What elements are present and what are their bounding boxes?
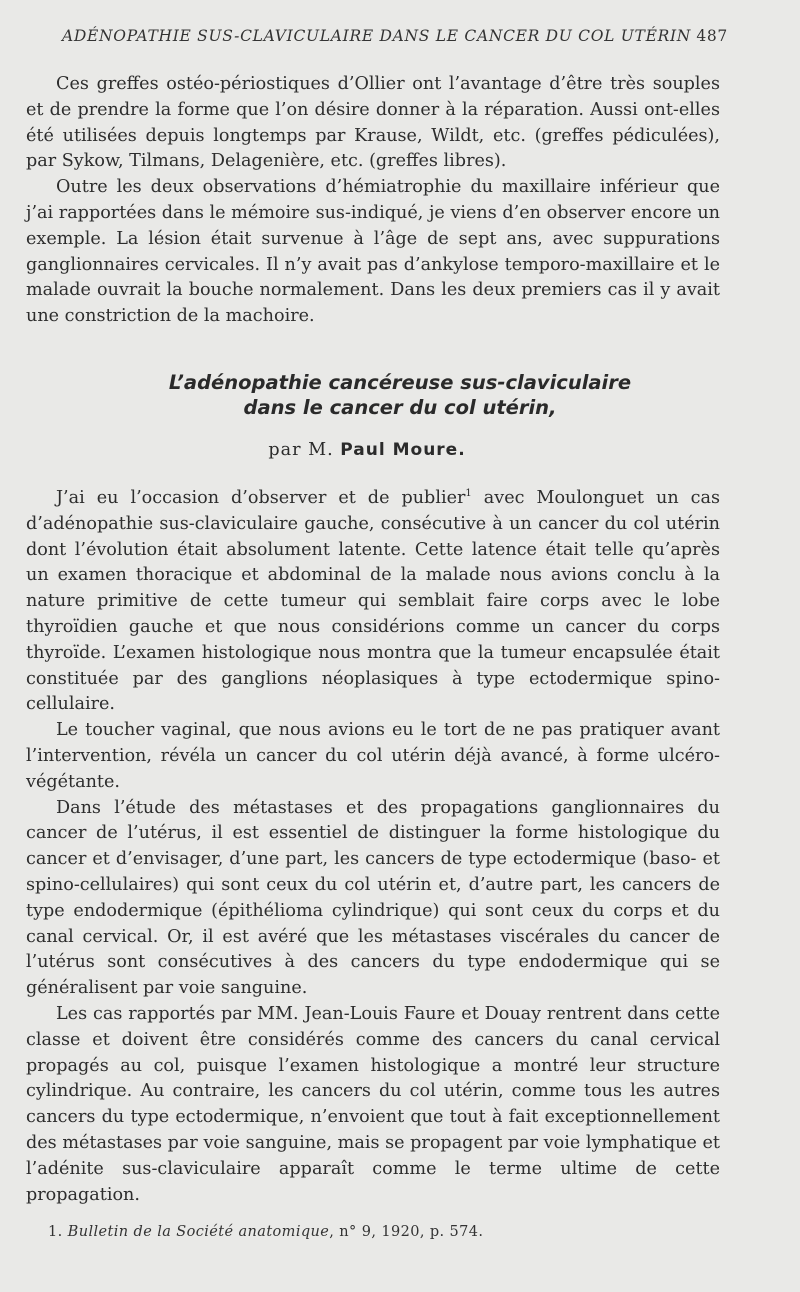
- paragraph: Ces greffes ostéo-périostiques d’Ollier ont l’avantage d’être très souples et de prendre la forme que l’on désire donner à la réparation. Aussi ont-elles été utilisées depuis longtemps par Krause, Wildt, etc. (greffes pédiculées), par Sykow, Tilmans, Delagenière, etc. (greffes libres).: [26, 74, 720, 172]
- footnote-details: , n° 9, 1920, p. 574.: [329, 1224, 484, 1240]
- running-header: [48, 27, 728, 51]
- byline: [0, 440, 734, 460]
- paragraph: Le toucher vaginal, que nous avions eu le tort de ne pas pratiquer avant l’intervention, révéla un cancer du col utérin déjà avancé, à forme ulcéro-végétante.: [26, 720, 720, 792]
- footnote-source: Bulletin de la Société anatomique: [67, 1224, 330, 1240]
- byline-prefix: par M.: [268, 440, 334, 460]
- paragraph: Les cas rapportés par MM. Jean-Louis Faure et Douay rentrent dans cette classe et doivent être considérés comme des cancers du canal cervical propagés au col, puisque l’examen histologique a montré leur structure cylindrique. Au contraire, les cancers du col utérin, comme tous les autres cancers du type ectodermique, n’envoient que tout à fait exceptionnellement des métastases par voie sanguine, mais se propagent par voie lymphatique et l’adénite sus-claviculaire apparaît comme le terme ultime de cette propagation.: [26, 1003, 720, 1205]
- paragraph: [26, 486, 720, 718]
- article-title-line: L’adénopathie cancéreuse sus-claviculaire: [168, 371, 632, 394]
- article-body: [26, 486, 720, 1208]
- paragraph-text: avec Moulonguet un cas d’adénopathie sus-claviculaire gauche, consécutive à un cancer du col utérin dont l’évolution était absolument latente. Cette latence était telle qu’après un examen thoracique et abdominal de la malade nous avions conclu à la nature primitive de cette tumeur qui semblait faire corps avec le lobe thyroïdien gauche et que nous considérions comme un cancer du corps thyroïde. L’examen histologique nous montra que la tumeur encapsulée était constituée par des ganglions néoplasiques à type ectodermique spino-cellulaire.: [26, 488, 720, 715]
- article-title-line: dans le cancer du col utérin,: [243, 396, 557, 419]
- paragraph-text: J’ai eu l’occasion d’observer et de publier: [56, 488, 466, 508]
- previous-article-conclusion: [26, 72, 720, 330]
- paragraph: Dans l’étude des métastases et des propagations ganglionnaires du cancer de l’utérus, il est essentiel de distinguer la forme histologique du cancer et d’envisager, d’une part, les cancers de type ectodermique (baso- et spino-cellulaires) qui sont ceux du col utérin et, d’autre part, les cancers de type endodermique (épithélioma cylindrique) qui sont ceux du corps et du canal cervical. Or, il est avéré que les métastases viscérales du cancer de l’utérus sont consécutives à des cancers du type endodermique qui se généralisent par voie sanguine.: [26, 797, 720, 999]
- author-name: Paul Moure.: [340, 440, 466, 460]
- article-title: [0, 370, 800, 420]
- paragraph: Outre les deux observations d’hémiatrophie du maxillaire inférieur que j’ai rapportées dans le mémoire sus-indiqué, je viens d’en observer encore un exemple. La lésion était survenue à l’âge de sept ans, avec suppurations ganglionnaires cervicales. Il n’y avait pas d’ankylose temporo-maxillaire et le malade ouvrait la bouche normalement. Dans les deux premiers cas il y avait une constriction de la machoire.: [26, 177, 720, 327]
- footnote: [48, 1224, 748, 1240]
- footnote-reference: 1: [465, 488, 472, 500]
- running-title: ADÉNOPATHIE SUS-CLAVICULAIRE DANS LE CANCER DU COL UTÉRIN: [62, 27, 692, 45]
- page-number: 487: [696, 27, 728, 45]
- footnote-number: 1.: [48, 1224, 63, 1240]
